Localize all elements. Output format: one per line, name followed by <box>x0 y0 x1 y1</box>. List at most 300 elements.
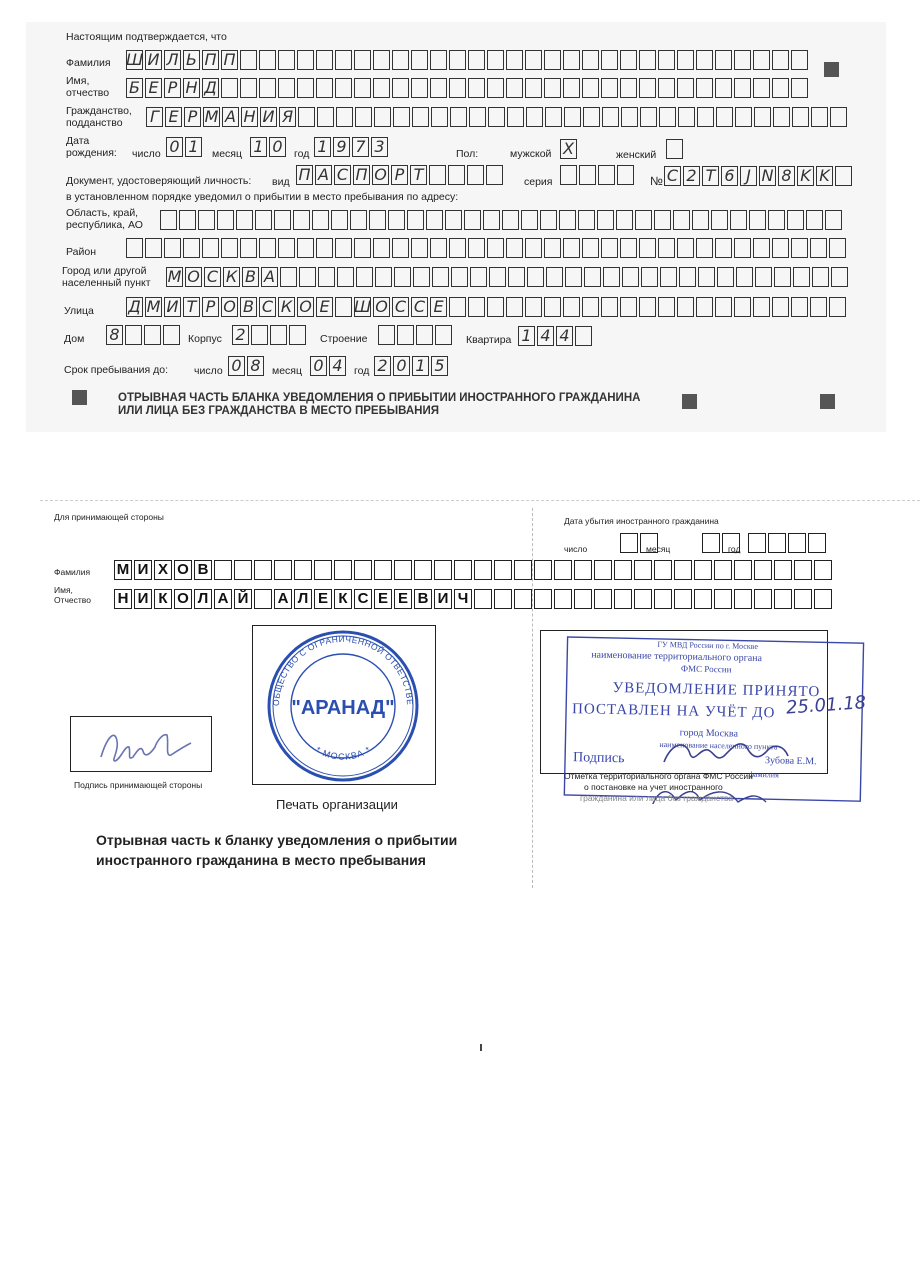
char-box <box>430 50 447 70</box>
char-box <box>470 267 487 287</box>
char-box <box>525 238 542 258</box>
char-box <box>735 107 752 127</box>
host-name-field <box>114 589 834 610</box>
char-box <box>240 50 257 70</box>
char-box <box>350 210 367 230</box>
char-box <box>679 267 696 287</box>
stay-year-field <box>374 356 450 377</box>
host-signature-label: Подпись принимающей стороны <box>74 780 203 790</box>
char-box <box>810 297 827 317</box>
char-box: Р <box>164 78 181 98</box>
host-section-label: Для принимающей стороны <box>54 512 164 522</box>
char-box <box>714 589 732 609</box>
char-box <box>658 238 675 258</box>
char-box <box>337 267 354 287</box>
char-box <box>434 560 452 580</box>
char-box <box>788 533 806 553</box>
seal-label: Печать организации <box>276 797 398 812</box>
char-box <box>641 267 658 287</box>
char-box <box>259 238 276 258</box>
char-box <box>507 107 524 127</box>
char-box <box>698 267 715 287</box>
char-box <box>563 50 580 70</box>
registration-marker-left <box>72 390 87 405</box>
char-box <box>696 78 713 98</box>
char-box <box>578 210 595 230</box>
char-box <box>179 210 196 230</box>
char-box <box>748 533 766 553</box>
char-box <box>715 50 732 70</box>
char-box <box>298 107 315 127</box>
char-box: О <box>297 297 314 317</box>
char-box: М <box>114 560 132 580</box>
citizenship-label-2: подданство <box>66 117 123 129</box>
fms-city-text: город Москва <box>679 727 739 740</box>
char-box <box>753 297 770 317</box>
char-box <box>356 267 373 287</box>
char-box <box>620 297 637 317</box>
document-label: Документ, удостоверяющий личность: <box>66 175 252 187</box>
stay-day-label: число <box>194 365 223 377</box>
char-box <box>692 210 709 230</box>
char-box <box>584 267 601 287</box>
char-box <box>450 107 467 127</box>
region-field <box>160 210 844 231</box>
char-box <box>407 210 424 230</box>
char-box <box>554 589 572 609</box>
char-box <box>483 210 500 230</box>
char-box <box>202 238 219 258</box>
char-box: 0 <box>310 356 327 376</box>
char-box <box>614 560 632 580</box>
fms-accepted-text: УВЕДОМЛЕНИЕ ПРИНЯТО <box>612 679 821 701</box>
char-box <box>736 267 753 287</box>
char-box <box>564 107 581 127</box>
fms-officer-name: Зубова Е.М. <box>764 755 817 768</box>
char-box <box>654 210 671 230</box>
char-box: К <box>278 297 295 317</box>
char-box <box>297 238 314 258</box>
char-box <box>793 267 810 287</box>
char-box <box>198 210 215 230</box>
char-box <box>274 560 292 580</box>
char-box <box>717 267 734 287</box>
char-box <box>449 78 466 98</box>
char-box: 9 <box>333 137 350 157</box>
char-box <box>601 50 618 70</box>
char-box: 3 <box>371 137 388 157</box>
char-box: О <box>373 297 390 317</box>
char-box <box>312 210 329 230</box>
char-box <box>811 107 828 127</box>
district-label: Район <box>66 246 96 258</box>
birth-day-field <box>166 137 204 158</box>
departure-year-label: год <box>728 544 741 554</box>
char-box <box>772 78 789 98</box>
char-box <box>429 165 446 185</box>
char-box <box>375 267 392 287</box>
char-box <box>829 238 846 258</box>
char-box: Е <box>394 589 412 609</box>
char-box <box>716 107 733 127</box>
char-box <box>335 238 352 258</box>
char-box <box>278 238 295 258</box>
char-box <box>563 297 580 317</box>
char-box <box>449 238 466 258</box>
char-box <box>254 589 272 609</box>
char-box <box>582 78 599 98</box>
char-box <box>468 238 485 258</box>
char-box: Й <box>234 589 252 609</box>
apartment-field <box>518 326 594 347</box>
fms-mark-label-3: гражданина или лица без гражданства <box>580 793 734 803</box>
char-box <box>754 560 772 580</box>
char-box <box>255 210 272 230</box>
char-box: И <box>164 297 181 317</box>
document-series-field <box>560 165 636 186</box>
organization-seal-box <box>252 625 436 785</box>
char-box: А <box>261 267 278 287</box>
tear-title-2: ИЛИ ЛИЦА БЕЗ ГРАЖДАНСТВА В МЕСТО ПРЕБЫВАНИЯ <box>118 405 439 417</box>
char-box <box>559 210 576 230</box>
char-box <box>544 297 561 317</box>
char-box <box>598 165 615 185</box>
char-box <box>734 50 751 70</box>
char-box <box>394 267 411 287</box>
char-box <box>658 50 675 70</box>
char-box: А <box>274 589 292 609</box>
stay-until-label: Срок пребывания до: <box>64 364 169 376</box>
char-box <box>808 533 826 553</box>
char-box <box>659 107 676 127</box>
char-box <box>489 267 506 287</box>
char-box <box>791 238 808 258</box>
char-box <box>445 210 462 230</box>
char-box <box>674 589 692 609</box>
char-box <box>468 50 485 70</box>
char-box <box>787 210 804 230</box>
char-box <box>126 238 143 258</box>
char-box: Р <box>391 165 408 185</box>
char-box <box>354 560 372 580</box>
char-box <box>474 560 492 580</box>
tear-title-1: ОТРЫВНАЯ ЧАСТЬ БЛАНКА УВЕДОМЛЕНИЯ О ПРИБЫТИИ ИНОСТРАННОГО ГРАЖДАНИНА <box>118 392 641 404</box>
char-box: П <box>202 50 219 70</box>
char-box <box>734 589 752 609</box>
char-box <box>183 238 200 258</box>
seal-center-text: "АРАНАД" <box>291 697 395 719</box>
char-box: Е <box>316 297 333 317</box>
char-box: 2 <box>232 325 249 345</box>
char-box <box>601 78 618 98</box>
host-name-label-2: Отчество <box>54 595 91 605</box>
char-box <box>734 78 751 98</box>
fms-handwritten-date: 25.01.18 <box>785 692 866 719</box>
city-field <box>166 267 850 288</box>
char-box: В <box>194 560 212 580</box>
char-box: Я <box>279 107 296 127</box>
char-box: И <box>260 107 277 127</box>
char-box: А <box>315 165 332 185</box>
char-box <box>620 238 637 258</box>
char-box <box>506 238 523 258</box>
char-box <box>397 325 414 345</box>
char-box: N <box>759 166 776 186</box>
char-box <box>674 560 692 580</box>
char-box <box>435 325 452 345</box>
char-box: П <box>221 50 238 70</box>
char-box: 2 <box>374 356 391 376</box>
char-box <box>317 107 334 127</box>
char-box: J <box>740 166 757 186</box>
departure-date-label: Дата убытия иностранного гражданина <box>564 516 719 526</box>
apartment-label: Квартира <box>466 334 512 346</box>
char-box: А <box>222 107 239 127</box>
structure-field <box>378 325 454 346</box>
char-box <box>546 267 563 287</box>
char-box: А <box>214 589 232 609</box>
char-box: Е <box>314 589 332 609</box>
char-box <box>831 267 848 287</box>
fms-mark-label-2: о постановке на учет иностранного <box>584 782 723 792</box>
char-box <box>540 210 557 230</box>
char-box <box>521 210 538 230</box>
char-box <box>583 107 600 127</box>
char-box: Л <box>294 589 312 609</box>
char-box: Е <box>430 297 447 317</box>
char-box: В <box>242 267 259 287</box>
char-box <box>474 589 492 609</box>
char-box <box>773 107 790 127</box>
char-box: Е <box>165 107 182 127</box>
citizenship-label-1: Гражданство, <box>66 105 132 117</box>
male-label: мужской <box>510 148 552 160</box>
char-box <box>829 297 846 317</box>
char-box <box>774 267 791 287</box>
char-box: 1 <box>314 137 331 157</box>
char-box: Л <box>164 50 181 70</box>
char-box <box>487 50 504 70</box>
stay-month-field <box>310 356 348 377</box>
birth-label-1: Дата <box>66 135 90 147</box>
char-box <box>451 267 468 287</box>
char-box: П <box>296 165 313 185</box>
char-box <box>603 267 620 287</box>
char-box <box>714 560 732 580</box>
char-box <box>293 210 310 230</box>
char-box: 1 <box>185 137 202 157</box>
char-box <box>634 560 652 580</box>
char-box <box>378 325 395 345</box>
char-box <box>413 267 430 287</box>
char-box <box>392 78 409 98</box>
char-box <box>696 238 713 258</box>
char-box: 2 <box>683 166 700 186</box>
char-box <box>601 297 618 317</box>
char-box <box>534 560 552 580</box>
city-label-2: населенный пункт <box>62 277 151 289</box>
char-box <box>280 267 297 287</box>
char-box <box>506 297 523 317</box>
char-box <box>508 267 525 287</box>
char-box <box>331 210 348 230</box>
char-box: Л <box>194 589 212 609</box>
char-box: П <box>353 165 370 185</box>
building-field <box>232 325 308 346</box>
bottom-title-1: Отрывная часть к бланку уведомления о прибытии <box>96 832 458 848</box>
seal-city-text: * МОСКВА * <box>313 744 373 762</box>
host-surname-field <box>114 560 834 581</box>
sex-label: Пол: <box>456 148 479 160</box>
char-box <box>622 267 639 287</box>
char-box <box>575 326 592 346</box>
char-box <box>677 78 694 98</box>
fms-registered-text: ПОСТАВЛЕН НА УЧЁТ ДО <box>571 701 776 722</box>
departure-year-field <box>748 533 828 554</box>
char-box <box>544 50 561 70</box>
char-box <box>582 297 599 317</box>
char-box <box>639 50 656 70</box>
char-box <box>514 589 532 609</box>
char-box <box>772 238 789 258</box>
char-box: Е <box>374 589 392 609</box>
char-box <box>753 238 770 258</box>
svg-text:ОБЩЕСТВО С ОГРАНИЧЕННОЙ ОТВЕТС <box>253 626 415 706</box>
char-box <box>251 325 268 345</box>
char-box <box>694 560 712 580</box>
char-box <box>270 325 287 345</box>
char-box <box>468 297 485 317</box>
fms-signature-label: Подпись <box>572 750 625 767</box>
char-box <box>467 165 484 185</box>
char-box <box>791 297 808 317</box>
char-box: K <box>816 166 833 186</box>
birth-label-2: рождения: <box>66 147 117 159</box>
char-box: 6 <box>721 166 738 186</box>
char-box <box>794 560 812 580</box>
char-box <box>774 560 792 580</box>
char-box <box>494 589 512 609</box>
char-box: 1 <box>412 356 429 376</box>
char-box: И <box>134 589 152 609</box>
char-box <box>534 589 552 609</box>
char-box <box>278 78 295 98</box>
char-box: С <box>354 589 372 609</box>
char-box <box>666 139 683 159</box>
char-box <box>715 297 732 317</box>
char-box <box>565 267 582 287</box>
stay-month-label: месяц <box>272 365 303 377</box>
char-box: О <box>185 267 202 287</box>
surname-label: Фамилия <box>66 57 111 69</box>
char-box <box>582 238 599 258</box>
char-box <box>274 210 291 230</box>
name-label-1: Имя, <box>66 75 90 87</box>
char-box <box>334 560 352 580</box>
char-box <box>294 560 312 580</box>
char-box <box>772 297 789 317</box>
char-box <box>560 165 577 185</box>
char-box <box>214 560 232 580</box>
char-box <box>217 210 234 230</box>
char-box: С <box>392 297 409 317</box>
char-box <box>411 50 428 70</box>
host-name-label-1: Имя, <box>54 585 73 595</box>
char-box <box>616 210 633 230</box>
char-box: Ш <box>353 297 372 316</box>
char-box: К <box>334 589 352 609</box>
char-box: Н <box>114 589 132 609</box>
char-box <box>768 210 785 230</box>
char-box <box>426 210 443 230</box>
char-box <box>430 238 447 258</box>
char-box <box>412 107 429 127</box>
fms-org-caption: наименование территориального органа <box>591 649 763 665</box>
char-box: Е <box>145 78 162 98</box>
char-box <box>487 238 504 258</box>
char-box: 0 <box>269 137 286 157</box>
char-box <box>825 210 842 230</box>
char-box <box>677 238 694 258</box>
char-box <box>316 50 333 70</box>
char-box: C <box>664 166 681 186</box>
char-box <box>432 267 449 287</box>
char-box <box>259 50 276 70</box>
char-box <box>240 78 257 98</box>
char-box <box>835 166 852 186</box>
char-box <box>354 78 371 98</box>
char-box <box>734 560 752 580</box>
char-box <box>506 50 523 70</box>
char-box <box>431 107 448 127</box>
char-box: М <box>167 267 182 286</box>
char-box <box>658 297 675 317</box>
char-box: 1 <box>250 137 267 157</box>
female-label: женский <box>616 149 657 161</box>
char-box <box>639 297 656 317</box>
char-box <box>163 325 180 345</box>
host-surname-label: Фамилия <box>54 567 91 577</box>
document-series-label: серия <box>524 176 553 188</box>
char-box: Б <box>126 78 143 98</box>
char-box <box>374 107 391 127</box>
char-box <box>654 589 672 609</box>
char-box <box>563 238 580 258</box>
char-box <box>614 589 632 609</box>
char-box: Р <box>202 297 219 317</box>
char-box <box>814 560 832 580</box>
char-box <box>373 238 390 258</box>
char-box <box>602 107 619 127</box>
char-box: И <box>434 589 452 609</box>
departure-day-label: число <box>564 544 588 554</box>
char-box <box>697 107 714 127</box>
birth-day-label: число <box>132 148 161 160</box>
char-box <box>369 210 386 230</box>
char-box <box>753 50 770 70</box>
seal-ring-text: ОБЩЕСТВО С ОГРАНИЧЕННОЙ ОТВЕТСТВЕ <box>270 633 416 707</box>
char-box <box>394 560 412 580</box>
char-box <box>487 297 504 317</box>
char-box <box>144 325 161 345</box>
registration-marker-middle <box>682 394 697 409</box>
char-box: 4 <box>537 326 554 346</box>
char-box <box>314 560 332 580</box>
char-box <box>678 107 695 127</box>
char-box: Д <box>202 78 219 98</box>
char-box <box>525 50 542 70</box>
document-kind-field <box>296 165 505 186</box>
